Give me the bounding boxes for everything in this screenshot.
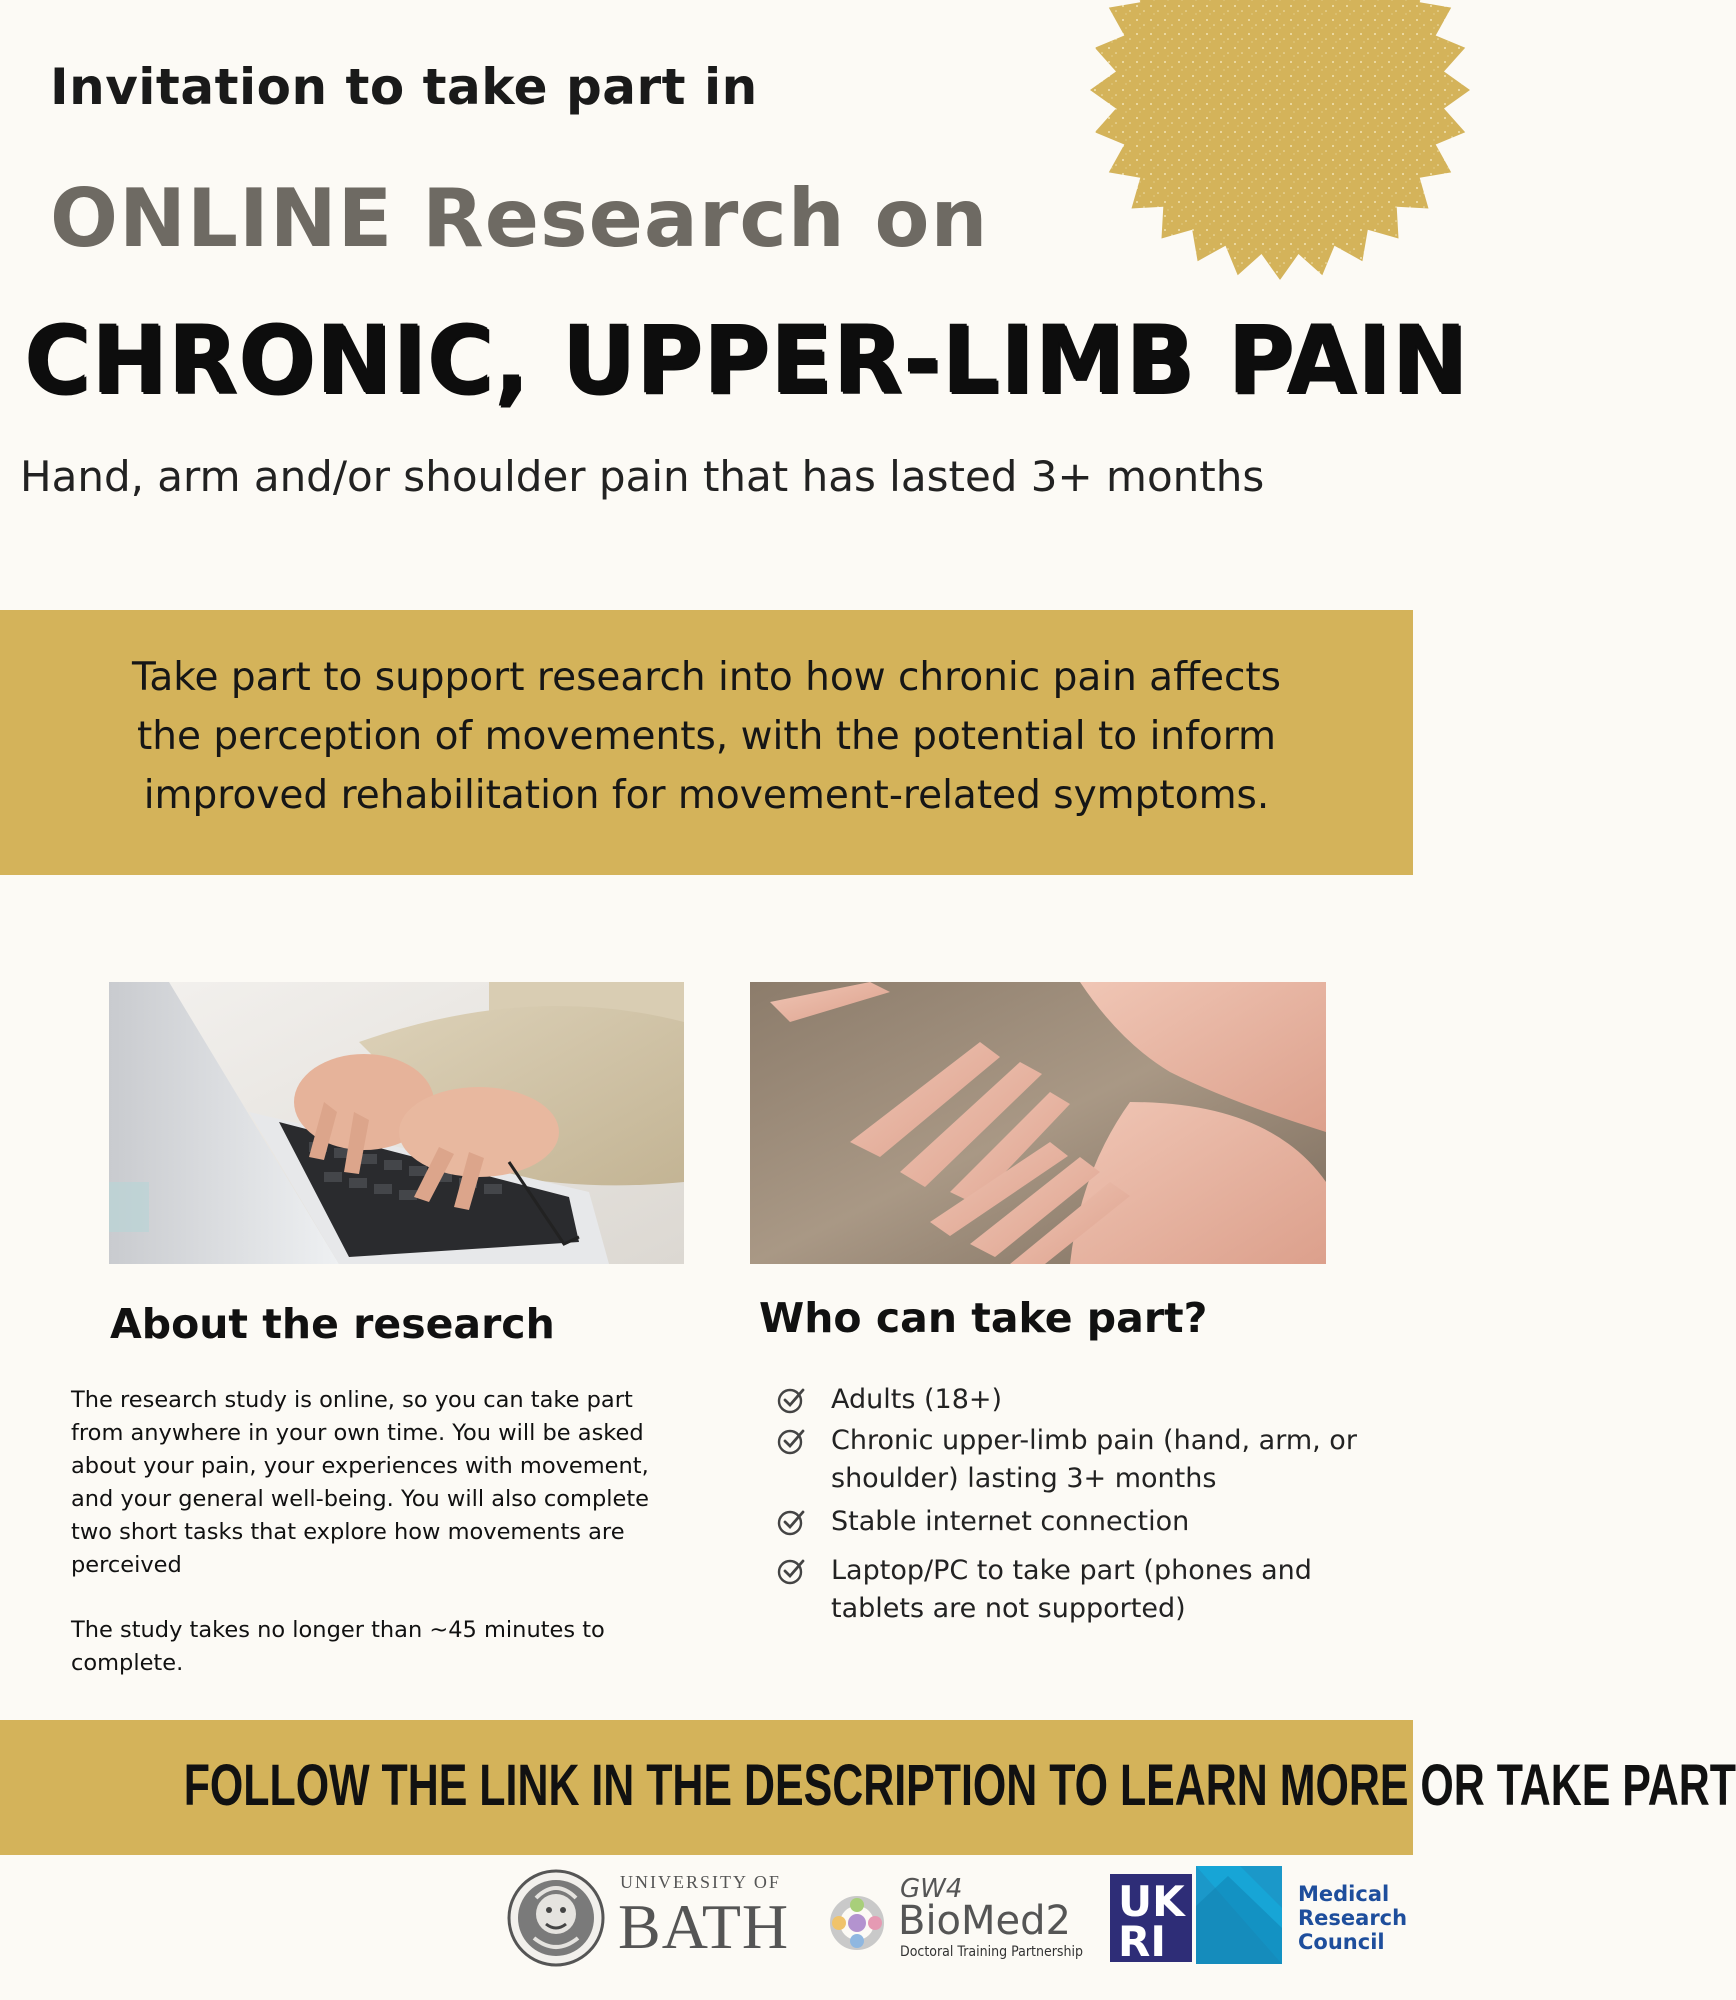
purpose-line: improved rehabilitation for movement-related symptoms.: [143, 773, 1270, 818]
check-circle-icon: [777, 1427, 805, 1455]
svg-text:RI: RI: [1118, 1917, 1166, 1966]
check-circle-icon: [777, 1557, 805, 1585]
who-heading: Who can take part?: [759, 1294, 1208, 1342]
bath-logo-wordmark: BATH: [618, 1891, 790, 1962]
criteria-text: Laptop/PC to take part (phones and tablets are not supported): [831, 1555, 1312, 1624]
headline: CHRONIC, UPPER-LIMB PAIN: [24, 306, 1469, 415]
check-circle-icon: [777, 1508, 805, 1536]
purpose-line: Take part to support research into how chronic pain affects: [131, 655, 1281, 700]
dtp-label: Doctoral Training Partnership: [900, 1944, 1083, 1960]
about-heading: About the research: [110, 1300, 555, 1348]
ukri-logo-icon: [1110, 1866, 1282, 1964]
mrc-line: Council: [1298, 1930, 1385, 1954]
laptop-typing-photo: [109, 982, 684, 1264]
criteria-text: Adults (18+): [831, 1384, 1003, 1415]
bath-crest-icon: [506, 1868, 606, 1968]
bath-logo-small: UNIVERSITY OF: [620, 1872, 781, 1892]
mrc-logo-text: [1298, 1882, 1407, 1954]
criteria-text: Chronic upper-limb pain (hand, arm, or shoulder) lasting 3+ months: [831, 1425, 1357, 1494]
gw4-label: GW4: [900, 1874, 963, 1904]
purpose-text: [60, 648, 1353, 825]
online-research-line: ONLINE Research on: [50, 172, 989, 265]
gw4-biomed-mark-icon: [817, 1883, 897, 1963]
purpose-line: the perception of movements, with the potential to inform: [136, 714, 1277, 759]
svg-text:UK: UK: [1118, 1877, 1185, 1926]
criteria-text: Stable internet connection: [831, 1506, 1190, 1537]
check-circle-icon: [777, 1386, 805, 1414]
mrc-line: Research: [1298, 1906, 1408, 1930]
about-paragraph: The research study is online, so you can take part from anywhere in your own time. You will be asked about your pain, your experiences with movement, and your general well-being. You will also complete two short tasks that explore how movements are perceived: [71, 1387, 650, 1578]
call-to-action: FOLLOW THE LINK IN THE DESCRIPTION TO LEARN MORE OR TAKE PART: [183, 1753, 1736, 1818]
sun-badge-decoration: [1050, 0, 1470, 300]
mrc-line: Medical: [1298, 1882, 1390, 1906]
subtitle: Hand, arm and/or shoulder pain that has lasted 3+ months: [20, 452, 1265, 501]
hands-photo: [750, 982, 1326, 1264]
biomed-label: BioMed2: [898, 1898, 1071, 1944]
about-duration: The study takes no longer than ~45 minutes to complete.: [71, 1617, 605, 1676]
invitation-line: Invitation to take part in: [50, 58, 758, 116]
